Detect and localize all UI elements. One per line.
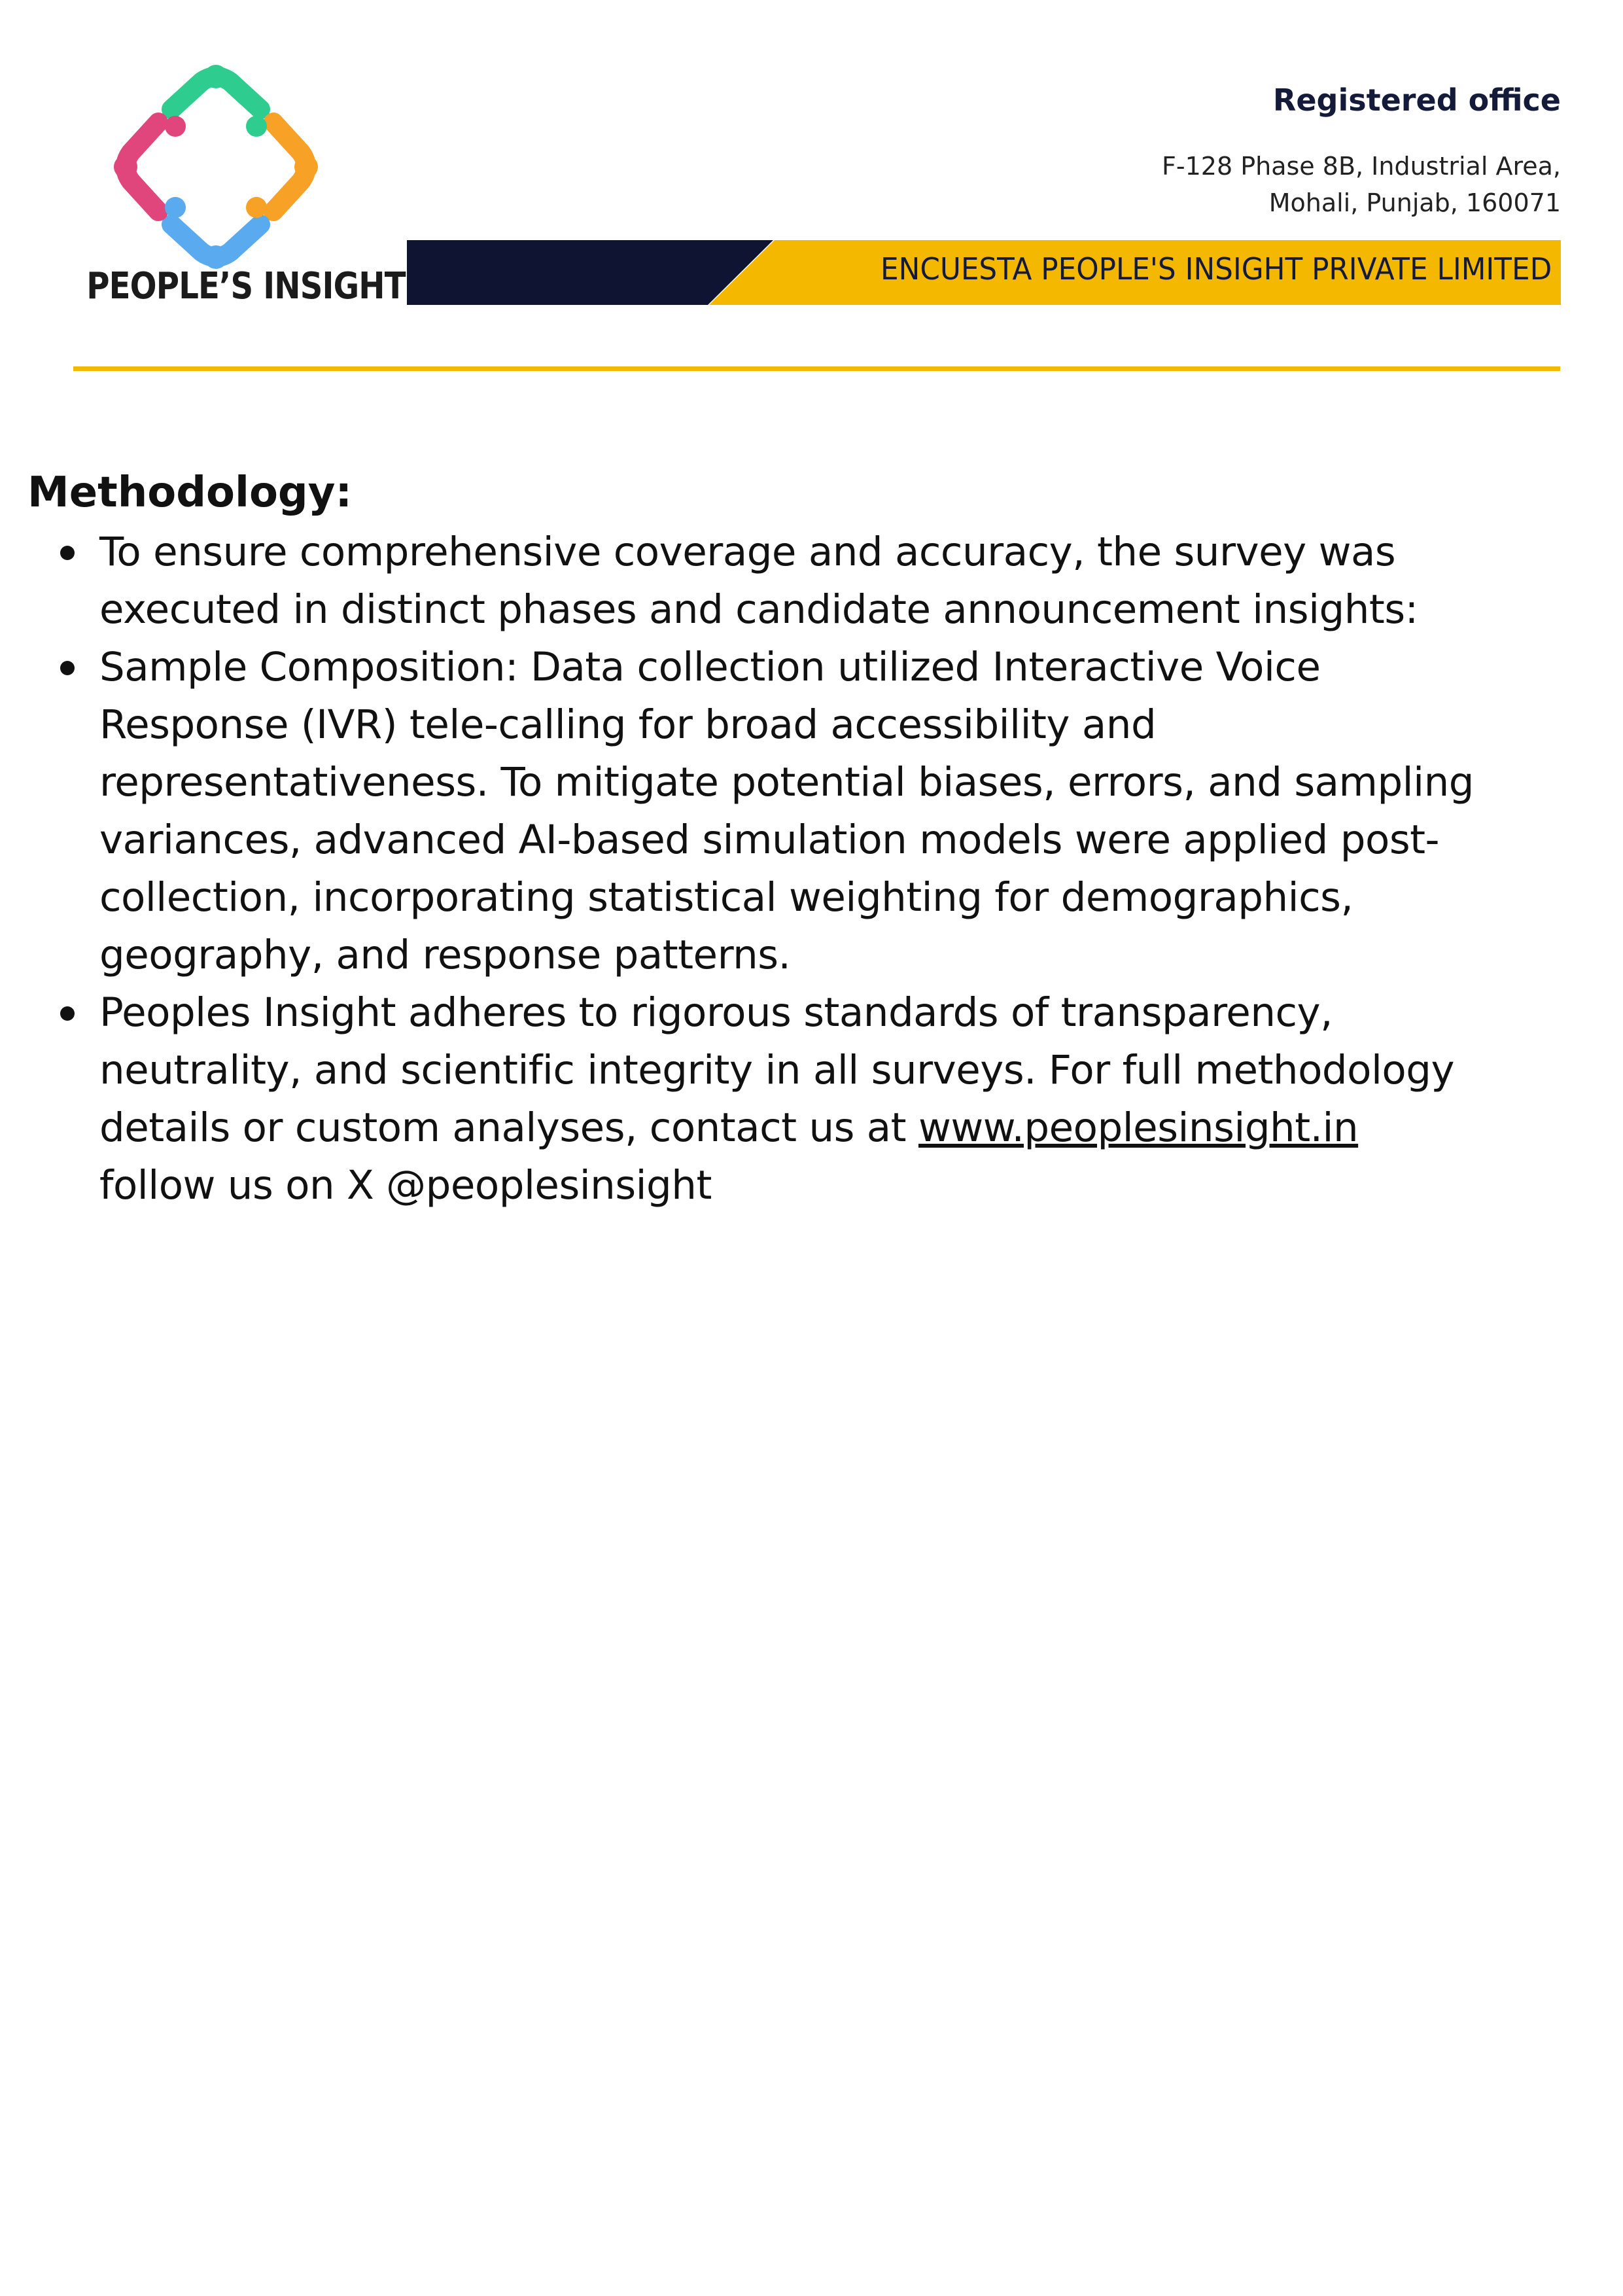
company-logo — [65, 62, 406, 317]
text-line: Peoples Insight adheres to rigorous standards of transparency, — [99, 989, 1333, 1036]
text-line: executed in distinct phases and candidate announcement insights: — [99, 586, 1418, 633]
text-line: Sample Composition: Data collection utilized Interactive Voice — [99, 644, 1321, 690]
text-line: collection, incorporating statistical weighting for demographics, — [99, 874, 1353, 921]
header-divider — [73, 366, 1560, 371]
text-line: geography, and response patterns. — [99, 932, 791, 978]
bullet-icon — [60, 1006, 75, 1021]
social-handle-line: follow us on X @peoplesinsight — [99, 1162, 712, 1209]
registered-office-address — [1162, 148, 1561, 221]
address-line-1: F-128 Phase 8B, Industrial Area, — [1162, 152, 1561, 181]
text-line-with-link — [99, 1099, 1563, 1157]
list-item — [59, 523, 1563, 639]
text-line: representativeness. To mitigate potential biases, errors, and sampling — [99, 759, 1474, 805]
peoples-insight-logo-icon — [111, 62, 321, 272]
bullet-icon — [60, 546, 75, 560]
address-line-2: Mohali, Punjab, 160071 — [1268, 188, 1561, 217]
list-item — [59, 639, 1563, 984]
company-banner — [407, 240, 1561, 305]
methodology-list — [59, 523, 1563, 1214]
section-heading: Methodology: — [27, 468, 353, 517]
text-line: To ensure comprehensive coverage and accuracy, the survey was — [99, 529, 1396, 575]
text-line: Response (IVR) tele-calling for broad accessibility and — [99, 701, 1157, 748]
website-link[interactable]: www.peoplesinsight.in — [918, 1104, 1359, 1151]
text-line: variances, advanced AI-based simulation models were applied post- — [99, 817, 1440, 863]
registered-office-title: Registered office — [1272, 82, 1561, 118]
text-line: neutrality, and scientific integrity in all surveys. For full methodology — [99, 1047, 1455, 1093]
company-name: ENCUESTA PEOPLE'S INSIGHT PRIVATE LIMITED — [880, 251, 1552, 287]
list-item — [59, 984, 1563, 1214]
bullet-icon — [60, 661, 75, 675]
logo-text: PEOPLE’S INSIGHT — [86, 265, 406, 308]
link-prefix: details or custom analyses, contact us at — [99, 1104, 918, 1151]
